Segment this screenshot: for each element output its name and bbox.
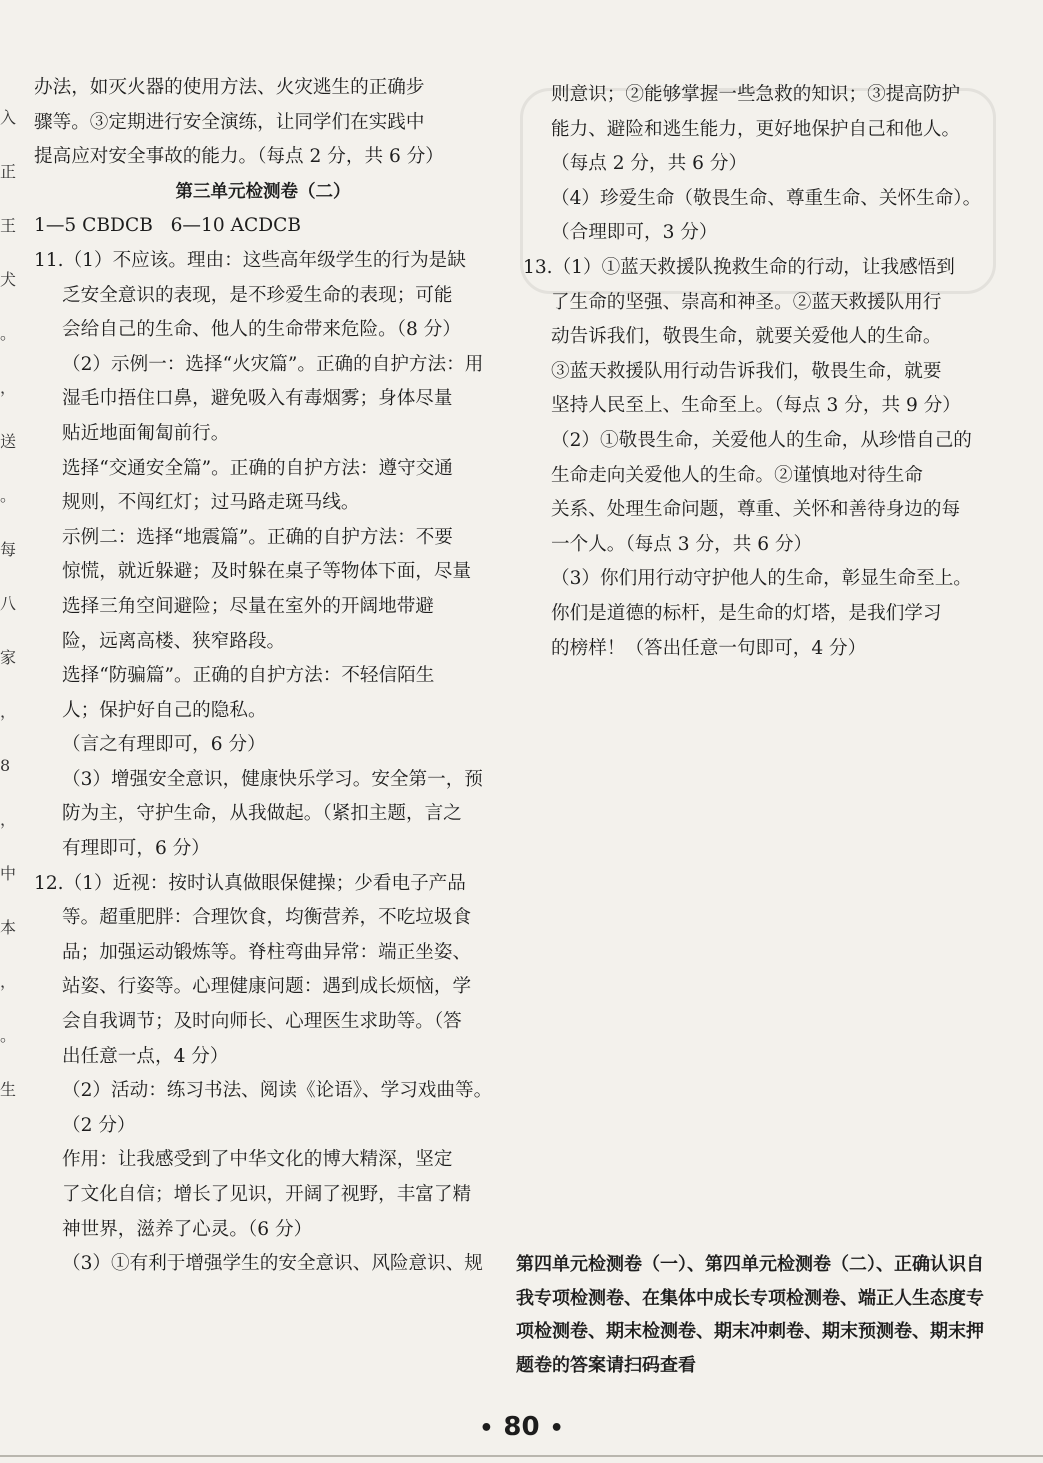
left_lines-line: 骤等。③定期进行安全演练，让同学们在实践中	[34, 111, 425, 133]
left_lines-line: 会给自己的生命、他人的生命带来危险。（8 分）	[62, 319, 461, 341]
left_lines-line: 12.（1）近视：按时认真做眼保健操；少看电子产品	[34, 872, 466, 894]
right-column	[523, 78, 998, 666]
left_lines-line: 有理即可，6 分）	[62, 838, 210, 860]
right_lines-line: 生命走向关爱他人的生命。②谨慎地对待生命	[551, 464, 923, 486]
right_lines-line: 13.（1）①蓝天救援队挽救生命的行动，让我感悟到	[523, 256, 955, 278]
edge-char: 家	[0, 648, 17, 667]
right_lines-line: 了生命的坚强、崇高和神圣。②蓝天救援队用行	[551, 291, 942, 313]
edge-char: 。	[0, 1026, 17, 1045]
edge-char: 。	[0, 324, 17, 343]
edge-char: 生	[0, 1080, 17, 1099]
left_lines-line: 作用：让我感受到了中华文化的博大精深，坚定	[62, 1149, 453, 1171]
left_lines-line: 神世界，滋养了心灵。（6 分）	[62, 1218, 313, 1240]
left_lines-line: （2）示例一：选择“火灾篇”。正确的自护方法：用	[62, 353, 484, 375]
left_lines-line: （2 分）	[62, 1114, 136, 1136]
edge-char: 正	[0, 162, 17, 181]
edge-char: 8	[0, 756, 11, 775]
left_lines-line: 湿毛巾捂住口鼻，避免吸入有毒烟雾；身体尽量	[62, 388, 453, 410]
left_lines-line: 险，远离高楼、狭窄路段。	[62, 630, 286, 652]
edge-char: 中	[0, 864, 17, 883]
left_lines-line: 会自我调节；及时向师长、心理医生求助等。（答	[62, 1011, 462, 1033]
left_lines-line: 11.（1）不应该。理由：这些高年级学生的行为是缺	[34, 249, 466, 271]
page-dot-left: •	[479, 1416, 494, 1441]
edge-char: 。	[0, 486, 17, 505]
edge-char: 入	[0, 108, 17, 127]
bottom-rule	[0, 1455, 1043, 1457]
left_lines-line: 人；保护好自己的隐私。	[62, 699, 267, 721]
right_lines-line: 则意识；②能够掌握一些急救的知识；③提高防护	[551, 84, 961, 105]
left-column	[34, 71, 502, 1282]
edge-char: 王	[0, 216, 17, 235]
edge-char: ，	[0, 702, 17, 721]
left_lines-line: （言之有理即可，6 分）	[62, 734, 266, 756]
right_lines-line: （4）珍爱生命（敬畏生命、尊重生命、关怀生命）。	[551, 187, 982, 209]
right_lines-line: 动告诉我们，敬畏生命，就要关爱他人的生命。	[551, 326, 942, 348]
edge-char: 送	[0, 432, 17, 451]
scan-code-note: 第四单元检测卷（一）、第四单元检测卷（二）、正确认识自我专项检测卷、在集体中成长专项检测卷、端正人生态度专项检测卷、期末检测卷、期末冲刺卷、期末预测卷、期末押题卷的答案请扫码查看	[516, 1254, 984, 1376]
edge-char: ，	[0, 810, 17, 829]
left_lines-line: 了文化自信；增长了见识，开阔了视野，丰富了精	[62, 1184, 472, 1205]
right_lines-line: 关系、处理生命问题，尊重、关怀和善待身边的每	[551, 499, 961, 521]
left_lines-line: 选择“交通安全篇”。正确的自护方法：遵守交通	[62, 457, 453, 479]
left_lines-line: 惊慌，就近躲避；及时躲在桌子等物体下面，尽量	[62, 561, 472, 583]
right_lines-line: 坚持人民至上、生命至上。（每点 3 分，共 9 分）	[551, 395, 961, 417]
edge-fragments	[0, 110, 22, 1136]
left_lines-line: 品；加强运动锻炼等。脊柱弯曲异常：端正坐姿、	[62, 941, 472, 963]
edge-char: 犬	[0, 270, 17, 289]
page-dot-right: •	[549, 1416, 564, 1441]
right_lines-line: 一个人。（每点 3 分，共 6 分）	[551, 533, 813, 555]
right_lines-line: 你们是道德的标杆，是生命的灯塔，是我们学习	[551, 602, 942, 624]
left_lines-line: 示例二：选择“地震篇”。正确的自护方法：不要	[62, 526, 453, 548]
left_lines-line: （3）增强安全意识，健康快乐学习。安全第一，预	[62, 768, 483, 790]
left_lines-line: 提高应对安全事故的能力。（每点 2 分，共 6 分）	[34, 146, 444, 168]
left_lines-line: （3）①有利于增强学生的安全意识、风险意识、规	[62, 1253, 483, 1275]
left_lines-line: 贴近地面匍匐前行。	[62, 422, 230, 444]
edge-char: ，	[0, 972, 17, 991]
edge-char: 每	[0, 540, 17, 559]
left_lines-line: 1—5 CBDCB 6—10 ACDCB	[34, 215, 302, 237]
left_lines-line: 站姿、行姿等。心理健康问题：遇到成长烦恼，学	[62, 976, 472, 998]
edge-char: 八	[0, 594, 17, 613]
right_lines-line: （每点 2 分，共 6 分）	[551, 153, 748, 175]
left_lines-line: 办法，如灭火器的使用方法、火灾逃生的正确步	[34, 77, 425, 98]
left_lines-line: 乏安全意识的表现，是不珍爱生命的表现；可能	[62, 284, 453, 306]
left_lines-line: 第三单元检测卷（二）	[175, 181, 351, 202]
right_lines-line: （2）①敬畏生命，关爱他人的生命，从珍惜自己的	[551, 429, 972, 451]
left_lines-line: 等。超重肥胖：合理饮食，均衡营养，不吃垃圾食	[62, 907, 472, 929]
left_lines-line: 出任意一点，4 分）	[62, 1045, 229, 1067]
page-number	[0, 1412, 1043, 1442]
right_lines-line: 的榜样！（答出任意一句即可，4 分）	[551, 637, 867, 659]
page-number-value: 80	[503, 1412, 540, 1442]
left_lines-line: 选择三角空间避险；尽量在室外的开阔地带避	[62, 595, 434, 617]
left_lines-line: 选择“防骗篇”。正确的自护方法：不轻信陌生	[62, 665, 435, 687]
right_lines-line: （3）你们用行动守护他人的生命，彰显生命至上。	[551, 568, 972, 590]
edge-char: 本	[0, 918, 17, 937]
right_lines-line: 能力、避险和逃生能力，更好地保护自己和他人。	[551, 118, 961, 140]
left_lines-line: （2）活动：练习书法、阅读《论语》、学习戏曲等。	[62, 1080, 493, 1102]
left_lines-line: 规则，不闯红灯；过马路走斑马线。	[62, 492, 360, 514]
right_lines-line: ③蓝天救援队用行动告诉我们，敬畏生命，就要	[551, 360, 942, 382]
edge-char: ，	[0, 378, 17, 397]
right_lines-line: （合理即可，3 分）	[551, 222, 718, 244]
left_lines-line: 防为主，守护生命，从我做起。（紧扣主题，言之	[62, 803, 462, 825]
